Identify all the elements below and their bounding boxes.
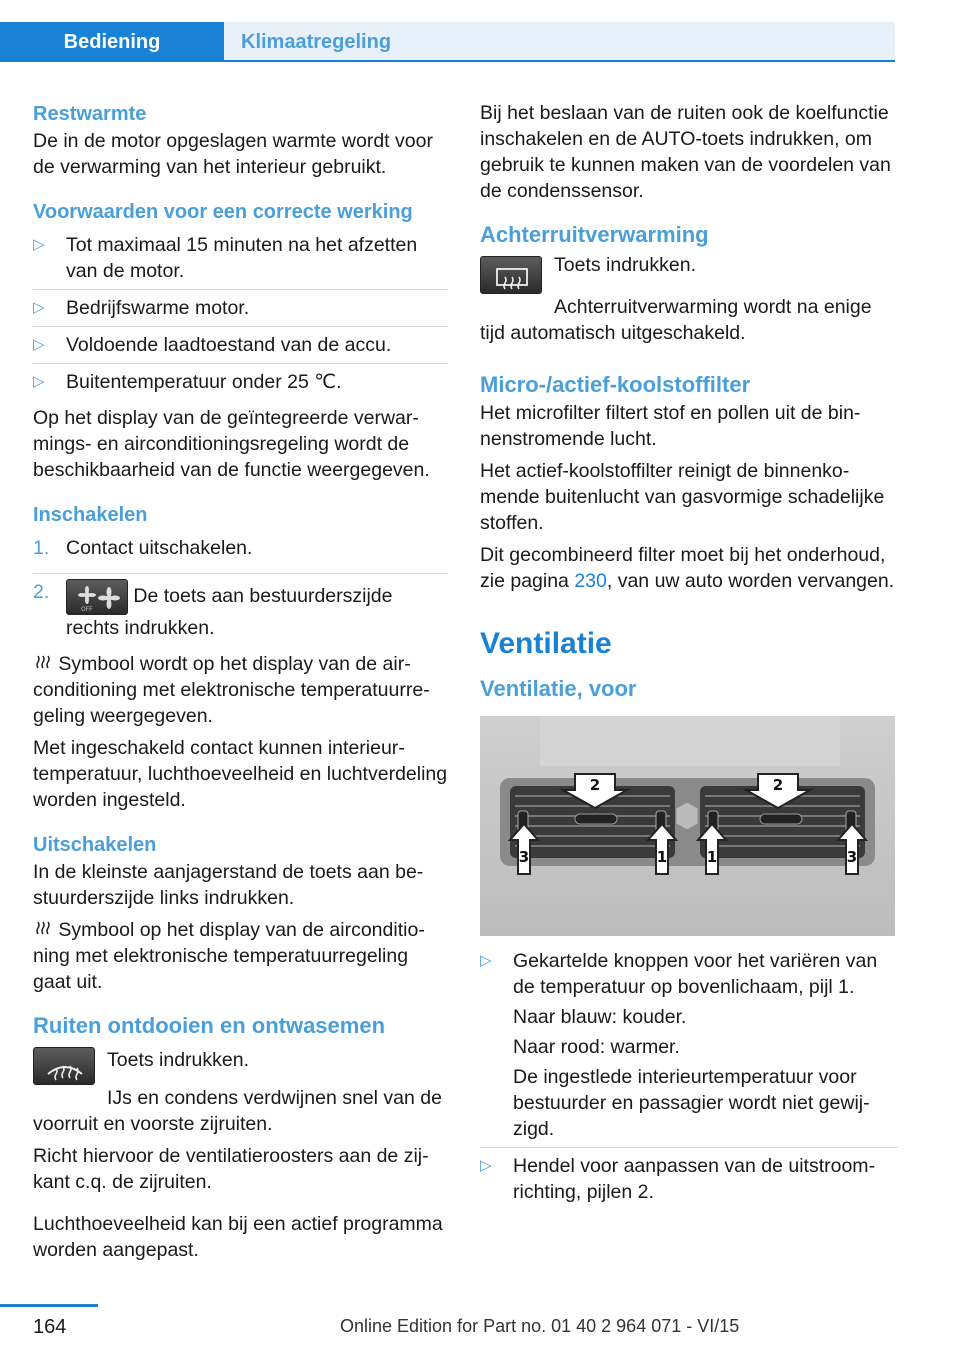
- figure-label: 1: [656, 848, 668, 866]
- ventilatie-voor-heading: Ventilatie, voor: [480, 676, 637, 701]
- right-column: [480, 100, 898, 1215]
- uitschakelen-text: In de kleinste aanjagerstand de toets aan bestuurderszijde links indrukken.: [33, 861, 424, 909]
- triangle-bullet-icon: ▷: [33, 373, 45, 390]
- rear-heat-symbol-icon: [33, 654, 53, 672]
- achterruit-toets-text: Toets indrukken.: [554, 254, 696, 276]
- micro-text-1: Het microfilter filtert stof en pollen uit de binnenstromende lucht.: [480, 402, 861, 450]
- step-item: 1. Contact uitschakelen.: [33, 535, 448, 574]
- list-item: ▷ Tot maximaal 15 minuten na het afzetten van de motor.: [33, 232, 448, 290]
- tab-bediening[interactable]: Bediening: [0, 22, 224, 62]
- voorwaarden-heading: Voorwaarden voor een correcte werking: [33, 201, 413, 223]
- list-item: ▷ Voldoende laadtoestand van de accu.: [33, 332, 448, 364]
- list-item: ▷ Gekartelde knoppen voor het variëren van de temperatuur op bovenlichaam, pijl 1. Naar blauw: kouder. Naar rood: warmer. De ingestlede interieurtemperatuur voor bestuurder en passagier wordt niet gewijzigd.: [480, 948, 898, 1148]
- vent-illustration: [480, 716, 895, 936]
- left-column: [33, 100, 448, 1269]
- front-defrost-button-icon: [33, 1047, 95, 1085]
- tab-klimaatregeling[interactable]: Klimaatregeling: [224, 22, 895, 62]
- achterruit-text: Achterruitverwarming wordt na enige tijd automatisch uitgeschakeld.: [480, 296, 872, 344]
- figure-label: 3: [518, 848, 530, 866]
- beslaan-text: Bij het beslaan van de ruiten ook de koelfunctie inschakelen en de AUTO-toets indrukken, om gebruik te kunnen maken van de voordelen van de condenssensor.: [480, 102, 891, 202]
- ruiten-heading: Ruiten ontdooien en ontwasemen: [33, 1013, 386, 1038]
- svg-text:OFF: OFF: [81, 606, 93, 613]
- symbool-off-text: Symbool op het display van de airconditioning met elektronische temperatuurregeling gaat uit.: [33, 919, 425, 993]
- triangle-bullet-icon: ▷: [33, 299, 45, 316]
- figure-label: 1: [706, 848, 718, 866]
- restwarmte-heading: Restwarmte: [33, 103, 147, 125]
- rear-window-heat-button-icon: [480, 256, 542, 294]
- rear-heat-symbol-icon: [33, 920, 53, 938]
- uitschakelen-heading: Uitschakelen: [33, 834, 157, 856]
- restwarmte-text: De in de motor opgeslagen warmte wordt voor de verwarming van het interieur gebruikt.: [33, 130, 433, 178]
- ventilatie-heading: Ventilatie: [480, 627, 612, 660]
- ruiten-richt-text: Richt hiervoor de ventilatieroosters aan de zijkant c.q. de zijruiten.: [33, 1145, 429, 1193]
- step-item: 2. OFF De toets aan bestuurderszijde rechts indrukken.: [33, 581, 393, 639]
- edition-text: Online Edition for Part no. 01 40 2 964 071 - VI/15: [340, 1316, 740, 1336]
- list-item: ▷ Hendel voor aanpassen van de uitstroomrichting, pijlen 2.: [480, 1155, 876, 1203]
- triangle-bullet-icon: ▷: [480, 1157, 492, 1174]
- triangle-bullet-icon: ▷: [33, 236, 45, 253]
- page-header: [0, 0, 960, 62]
- voorwaarden-list: [33, 232, 448, 400]
- symbool-on-text: Symbool wordt op het display van de airconditioning met elektronische temperatuurregeling weergegeven.: [33, 653, 430, 727]
- triangle-bullet-icon: ▷: [480, 952, 492, 969]
- achterruit-heading: Achterruitverwarming: [480, 222, 709, 247]
- ruiten-ijs-text: IJs en condens verdwijnen snel van de voorruit en voorste zijruiten.: [33, 1087, 442, 1135]
- achterruit-toets-row: [480, 252, 898, 294]
- triangle-bullet-icon: ▷: [33, 336, 45, 353]
- contact-text: Met ingeschakeld contact kunnen interieurtemperatuur, luchthoeveelheid en luchtverdeling worden ingesteld.: [33, 737, 448, 811]
- footer-divider: [0, 1304, 98, 1307]
- list-item: ▷ Buitentemperatuur onder 25 ℃.: [33, 371, 342, 393]
- ruiten-lucht-text: Luchthoeveelheid kan bij een actief programma worden aangepast.: [33, 1213, 443, 1261]
- figure-label: 3: [846, 848, 858, 866]
- ruiten-toets-text: Toets indrukken.: [107, 1049, 249, 1071]
- header-divider: [0, 60, 895, 62]
- display-text: Op het display van de geïntegreerde verwarmings- en airconditioningsregeling wordt de beschikbaarheid van de functie weergegeven.: [33, 407, 430, 481]
- inschakelen-heading: Inschakelen: [33, 504, 148, 526]
- ventilation-figure: [480, 716, 895, 936]
- ruiten-toets-row: [33, 1047, 448, 1085]
- micro-text-3: Dit gecombineerd filter moet bij het onderhoud, zie pagina 230, van uw auto worden vervangen.: [480, 544, 895, 592]
- page-link-230[interactable]: 230: [574, 570, 607, 592]
- list-item: ▷ Bedrijfswarme motor.: [33, 295, 448, 327]
- micro-text-2: Het actief-koolstoffilter reinigt de binnenkomende buitenlucht van gasvormige schadelijke stoffen.: [480, 460, 885, 534]
- figure-label: 2: [772, 776, 784, 794]
- figure-label: 2: [589, 776, 601, 794]
- micro-heading: Micro-/actief-koolstoffilter: [480, 372, 751, 397]
- page-number: 164: [33, 1316, 67, 1338]
- fan-off-button-icon: [66, 579, 128, 615]
